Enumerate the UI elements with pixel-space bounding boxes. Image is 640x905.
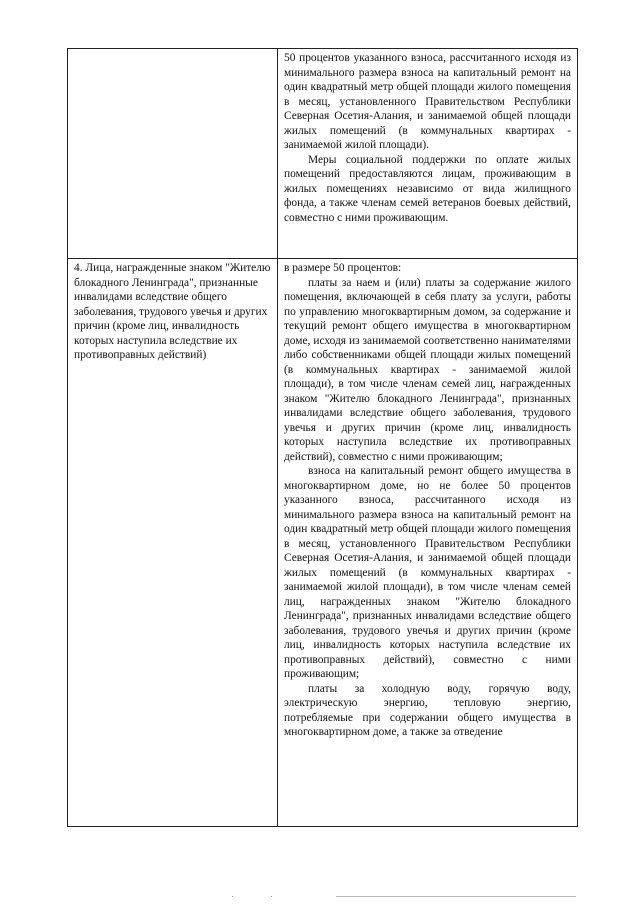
scan-artifacts xyxy=(0,896,640,897)
measure-cell xyxy=(278,49,578,259)
measure-paragraph: платы за холодную воду, горячую воду, электрическую энергию, тепловую энергию, потребляемые при содержании общего имущества в многоквартирном доме, а также за отведение xyxy=(284,682,571,738)
category-cell xyxy=(68,49,278,259)
measure-paragraph: платы за наем и (или) платы за содержание жилого помещения, включающей в себя плату за услуги, работы по управлению многоквартирным домом, за содержание и текущий ремонт общего имущества в многоквартирном доме, исходя из занимаемой соответственно нанимателями либо собственниками общей площади жилых помещений (в коммунальных квартирах - занимаемой жилой площади), в том числе членам семей лиц, награжденных знаком "Жителю блокадного Ленинграда", признанных инвалидами вследствие общего заболевания, трудового увечья и других причин (кроме лиц, инвалидность которых наступила вследствие их противоправных действий), совместно с ними проживающим; xyxy=(284,276,571,463)
benefits-table xyxy=(67,48,578,827)
category-text xyxy=(68,49,277,258)
category-text: 4. Лица, награжденные знаком "Жителю блокадного Ленинграда", признанные инвалидами вследствие общего заболевания, трудового увечья и других причин (кроме лиц, инвалидность которых наступила вследствие их противоправных действий) xyxy=(74,262,271,361)
table-row xyxy=(68,259,578,827)
measure-cell xyxy=(278,259,578,827)
measure-intro: в размере 50 процентов: xyxy=(284,262,402,274)
measure-paragraph: взноса на капитальный ремонт общего имущества в многоквартирном доме, но не более 50 процентов указанного взноса, рассчитанного исходя из минимального размера взноса на капитальный ремонт на один квадратный метр общей площади жилого помещения в месяц, установленного Правительством Республики Северная Осетия-Алания, и занимаемой общей площади жилых помещений (в коммунальных квартирах - занимаемой жилой площади), в том числе членам семей лиц, награжденных знаком "Жителю блокадного Ленинграда", признанных инвалидами вследствие общего заболевания, трудового увечья и других причин (кроме лиц, инвалидность которых наступила вследствие их противоправных действий), совместно с ними проживающим; xyxy=(284,465,571,680)
measure-paragraph: Меры социальной поддержки по оплате жилых помещений предоставляются лицам, проживающим в жилых помещениях независимо от вида жилищного фонда, а также членам семей ветеранов боевых действий, совместно с ними проживающим. xyxy=(284,153,571,224)
table-row xyxy=(68,49,578,259)
category-cell xyxy=(68,259,278,827)
measure-paragraph: 50 процентов указанного взноса, рассчитанного исходя из минимального размера взноса на капитальный ремонт на один квадратный метр общей площади жилого помещения в месяц, установленного Правительством Республики Северная Осетия-Алания, и занимаемой общей площади жилых помещений (в коммунальных квартирах - занимаемой жилой площади). xyxy=(284,52,571,151)
